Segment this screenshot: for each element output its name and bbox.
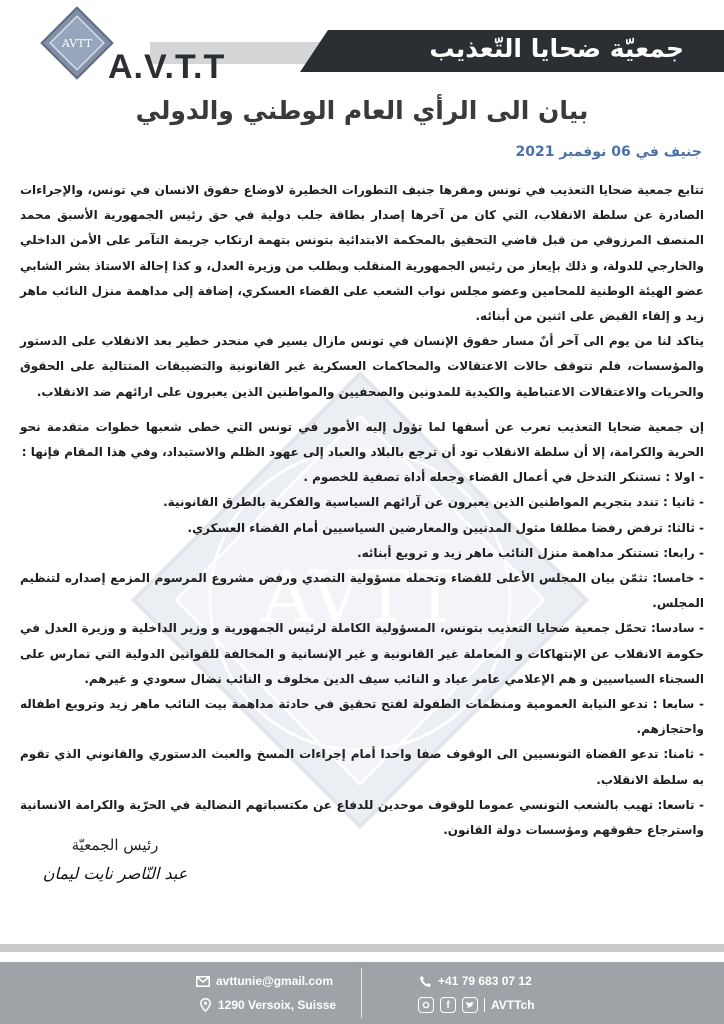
point-sixth: - سادسا: تحمّل جمعية ضحايا التعذيب بتونس، المسؤولية الكاملة لرئيس الجمهورية و وزير الداخلية و وزيرة العدل في حكومة الانقلاب عن الإنتهاكات و المعاملة غير القانونية و غير الإنسانية و المخالفة للقوانين الدولية التي تمارس على السجناء السياسيين و هم الإعلامي عامر عياد و النائب سيف الدين مخلوف و النائب نضال سعودي و غيرهم. <box>20 621 704 686</box>
point-third: - ثالثا: ترفض رفضا مطلقا مثول المدنيين والمعارضين السياسيين أمام القضاء العسكري. <box>187 520 704 535</box>
letterhead <box>0 0 724 100</box>
social-handle-text[interactable]: AVTTch <box>491 998 535 1012</box>
point-ninth: - تاسعا: تهيب بالشعب التونسي عموما للوقوف موحدين للدفاع عن مكتسباتهم النضالية في الحرّية والكرامة الانسانية واسترجاع حقوقهم ومؤسسات دولة القانون. <box>20 797 704 838</box>
facebook-icon[interactable]: f <box>440 997 456 1013</box>
watermark-text: AVTT <box>261 555 459 639</box>
footer-social <box>418 997 535 1013</box>
logo-text: AVTT <box>61 37 93 50</box>
phone-icon <box>418 974 432 988</box>
envelope-icon <box>196 974 210 988</box>
statement-body <box>20 178 704 843</box>
signatory-role: رئيس الجمعيّة <box>71 836 159 854</box>
twitter-icon[interactable] <box>462 997 478 1013</box>
location-pin-icon <box>198 998 212 1012</box>
organization-name-arabic: جمعيّة ضحايا التّعذيب <box>429 34 684 63</box>
footer <box>0 962 724 1024</box>
signatory-signature: عبد النّاصر نايت ليمان <box>42 864 188 883</box>
address-text: 1290 Versoix, Suisse <box>218 998 337 1012</box>
point-seventh: - سابعا : تدعو النيابة العمومية ومنظمات الطفولة لفتح تحقيق في حادثة مداهمة بيت النائب ماهر زيد وترويع اطفاله واحتجازهم. <box>20 697 704 737</box>
footer-address <box>198 998 336 1012</box>
paragraph-position: إن جمعية ضحايا التعذيب تعرب عن أسفها لما تؤول إليه الأمور في تونس التي خطى شعبها خطوات متقدمة نحو الحرية والكرامة، إلا أن سلطة الانقلاب تود أن ترجع بالبلاد والعباد إلى عهود الظلم والاستبداد، وفي هذا المقام فإنها : <box>20 419 704 460</box>
point-first: - اولا : تستنكر التدخل في أعمال القضاء وجعله أداة تصفية للخصوم . <box>303 470 704 485</box>
email-text: avttunie@gmail.com <box>216 974 334 988</box>
document-date: جنيف في 06 نوفمبر 2021 <box>515 144 702 160</box>
footer-phone[interactable] <box>418 974 532 988</box>
paragraph-context: يتاكد لنا من يوم الى آخر أنّ مسار حقوق الإنسان في تونس مازال يسير في منحدر خطير بعد الانقلاب على الدستور والمؤسسات، فلم تتوقف حالات الاعتقالات والمحاكمات العسكرية غير القانونية والتضييقات المتتالية على الحقوق والحريات والاعتقالات الاعتباطية والكيدية للمدونين والصحفيين والمواطنين الذين يعبرون على ارائهم ضد الانقلاب. <box>20 334 704 399</box>
document-title: بيان الى الرأي العام الوطني والدولي <box>135 96 589 125</box>
avtt-logo-icon <box>40 6 114 80</box>
brand-title: A.V.T.T <box>108 48 226 86</box>
footer-divider <box>361 968 362 1018</box>
instagram-icon[interactable] <box>418 997 434 1013</box>
point-eighth: - ثامنا: تدعو القضاة التونسيين الى الوقوف صفا واحدا أمام إجراءات المسخ والعبث الدستوري والقانوني الذي تقوم به سلطة الانقلاب. <box>20 747 704 787</box>
phone-text: +41 79 683 07 12 <box>438 974 532 988</box>
social-separator <box>484 998 485 1012</box>
point-fourth: - رابعا: تستنكر مداهمة منزل النائب ماهر زيد و ترويع أبنائه. <box>357 545 704 560</box>
footer-email[interactable] <box>196 974 333 988</box>
point-second: - ثانيا : تندد بتجريم المواطنين الذين يعبرون عن آرائهم السياسية والفكرية بالطرق القانونية. <box>163 495 704 510</box>
point-fifth: - خامسا: تثمّن بيان المجلس الأعلى للقضاء وتحمله مسؤولية التصدي ورفض مشروع المرسوم المزمع إصداره لتنظيم المجلس. <box>20 571 704 611</box>
paragraph-intro: تتابع جمعية ضحايا التعذيب في تونس ومقرها جنيف التطورات الخطيرة لاوضاع حقوق الانسان في تونس، والإجراءات الصادرة عن سلطة الانقلاب، التي كان من آخرها إصدار بطاقة جلب دولية في حق رئيس الجمهورية الأسبق محمد المنصف المرزوقي من قبل قاضي التحقيق بالمحكمة الابتدائية بتونس بتهمة ارتكاب جريمة التآمر على الأمن الداخلي والخارجي للدولة، و ذلك بإيعاز من رئيس الجمهورية المنقلب وبطلب من وزيرة العدل، و كذا إحالة الاستاذ بشر الشابي عضو الهيئة الوطنية للمحامين وعضو مجلس نواب الشعب على القضاء العسكري، إضافة إلى مداهمة منزل النائب ماهر زيد و إلقاء القبض على اثنين من أبنائه. <box>20 183 704 324</box>
footer-accent-band <box>0 944 724 952</box>
